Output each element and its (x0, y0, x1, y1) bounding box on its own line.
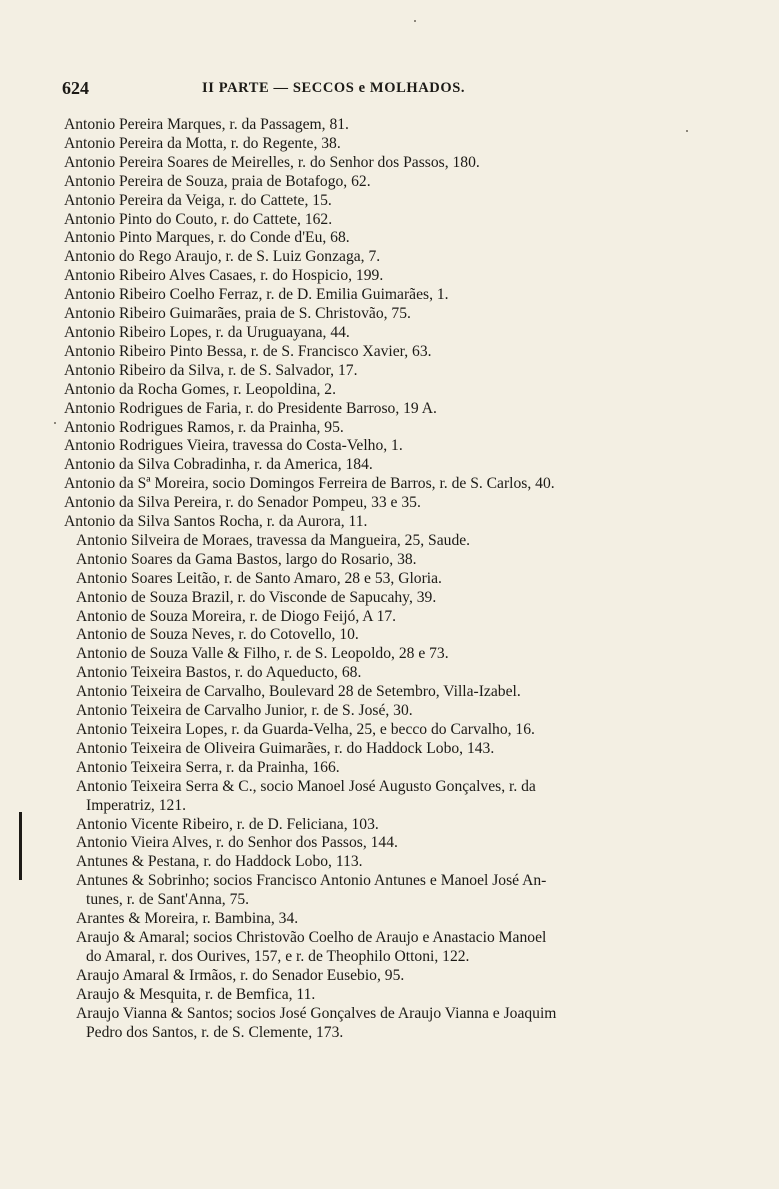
list-item: Antunes & Pestana, r. do Haddock Lobo, 113. (76, 853, 363, 871)
paper-speck (54, 422, 56, 424)
margin-ink-mark (19, 812, 22, 880)
list-item: Antonio da Sª Moreira, socio Domingos Ferreira de Barros, r. de S. Carlos, 40. (64, 475, 555, 493)
list-item: Antonio Ribeiro Pinto Bessa, r. de S. Francisco Xavier, 63. (64, 342, 432, 360)
list-item: Antonio de Souza Moreira, r. de Diogo Feijó, A 17. (76, 607, 397, 625)
list-item: Antonio Ribeiro da Silva, r. de S. Salvador, 17. (64, 361, 358, 379)
list-item-continuation: Pedro dos Santos, r. de S. Clemente, 173. (86, 1023, 344, 1041)
list-item: Antonio Pereira da Motta, r. do Regente, 38. (64, 134, 341, 152)
list-item: Antonio Teixeira Serra & C., socio Manoel José Augusto Gonçalves, r. da (76, 777, 536, 795)
list-item: Antonio Pereira de Souza, praia de Botafogo, 62. (64, 172, 371, 190)
list-item: Antonio Ribeiro Lopes, r. da Uruguayana, 44. (64, 323, 350, 341)
list-item: Antonio da Silva Santos Rocha, r. da Aurora, 11. (64, 513, 368, 531)
list-item: Antonio de Souza Brazil, r. do Visconde de Sapucahy, 39. (76, 588, 437, 606)
list-item: Antonio Rodrigues de Faria, r. do Presidente Barroso, 19 A. (64, 399, 437, 417)
list-item: Antonio Pinto Marques, r. do Conde d'Eu, 68. (64, 229, 350, 247)
list-item: Antonio da Rocha Gomes, r. Leopoldina, 2. (64, 380, 336, 398)
list-item: Antonio Teixeira Lopes, r. da Guarda-Velha, 25, e becco do Carvalho, 16. (76, 721, 535, 738)
list-item: Araujo Vianna & Santos; socios José Gonçalves de Araujo Vianna e Joaquim (76, 1004, 557, 1022)
page-number: 624 (62, 78, 89, 98)
directory-list (64, 116, 714, 1042)
list-item: Antonio Teixeira Bastos, r. do Aqueducto, 68. (76, 664, 362, 682)
list-item: Antonio Soares da Gama Bastos, largo do Rosario, 38. (76, 550, 417, 568)
list-item: Antonio Teixeira de Carvalho, Boulevard 28 de Setembro, Villa-Izabel. (76, 683, 521, 701)
list-item: Araujo & Mesquita, r. de Bemfica, 11. (76, 985, 316, 1003)
list-item: Antonio Pereira Soares de Meirelles, r. do Senhor dos Passos, 180. (64, 153, 480, 171)
list-item: Antonio Vicente Ribeiro, r. de D. Feliciana, 103. (76, 815, 379, 833)
list-item: Antonio Vieira Alves, r. do Senhor dos Passos, 144. (76, 834, 398, 852)
list-item: Antonio Ribeiro Guimarães, praia de S. Christovão, 75. (64, 305, 411, 323)
list-item: Antonio Ribeiro Alves Casaes, r. do Hospicio, 199. (64, 267, 384, 285)
list-item: Antonio da Silva Pereira, r. do Senador Pompeu, 33 e 35. (64, 494, 421, 512)
list-item: Araujo & Amaral; socios Christovão Coelho de Araujo e Anastacio Manoel (76, 928, 547, 946)
list-item: Antonio de Souza Valle & Filho, r. de S. Leopoldo, 28 e 73. (76, 645, 449, 663)
list-item: Antonio Pereira da Veiga, r. do Cattete, 15. (64, 191, 332, 209)
list-item-continuation: do Amaral, r. dos Ourives, 157, e r. de Theophilo Ottoni, 122. (86, 947, 470, 965)
list-item: Antonio da Silva Cobradinha, r. da America, 184. (64, 456, 373, 474)
list-item-continuation: Imperatriz, 121. (86, 796, 187, 814)
list-item: Antonio do Rego Araujo, r. de S. Luiz Gonzaga, 7. (64, 248, 381, 266)
list-item: Antonio Rodrigues Ramos, r. da Prainha, 95. (64, 418, 344, 436)
list-item: Antonio Pereira Marques, r. da Passagem, 81. (64, 116, 349, 133)
page-header (62, 78, 702, 102)
paper-speck (686, 130, 688, 132)
list-item: Antunes & Sobrinho; socios Francisco Antonio Antunes e Manoel José An- (76, 872, 547, 890)
list-item: Antonio Teixeira de Carvalho Junior, r. de S. José, 30. (76, 702, 413, 720)
list-item: Arantes & Moreira, r. Bambina, 34. (76, 910, 299, 928)
running-title: II PARTE — SECCOS e MOLHADOS. (202, 80, 466, 96)
list-item: Araujo Amaral & Irmãos, r. do Senador Eusebio, 95. (76, 966, 405, 984)
list-item: Antonio de Souza Neves, r. do Cotovello, 10. (76, 626, 359, 644)
paper-speck (414, 20, 416, 22)
list-item-continuation: tunes, r. de Sant'Anna, 75. (86, 891, 250, 909)
list-item: Antonio Rodrigues Vieira, travessa do Costa-Velho, 1. (64, 437, 403, 455)
list-item: Antonio Silveira de Moraes, travessa da Mangueira, 25, Saude. (76, 531, 471, 549)
list-item: Antonio Teixeira de Oliveira Guimarães, r. do Haddock Lobo, 143. (76, 739, 495, 757)
list-item: Antonio Ribeiro Coelho Ferraz, r. de D. Emilia Guimarães, 1. (64, 286, 449, 304)
list-item: Antonio Pinto do Couto, r. do Cattete, 162. (64, 210, 333, 228)
list-item: Antonio Teixeira Serra, r. da Prainha, 166. (76, 758, 340, 776)
list-item: Antonio Soares Leitão, r. de Santo Amaro, 28 e 53, Gloria. (76, 569, 442, 587)
